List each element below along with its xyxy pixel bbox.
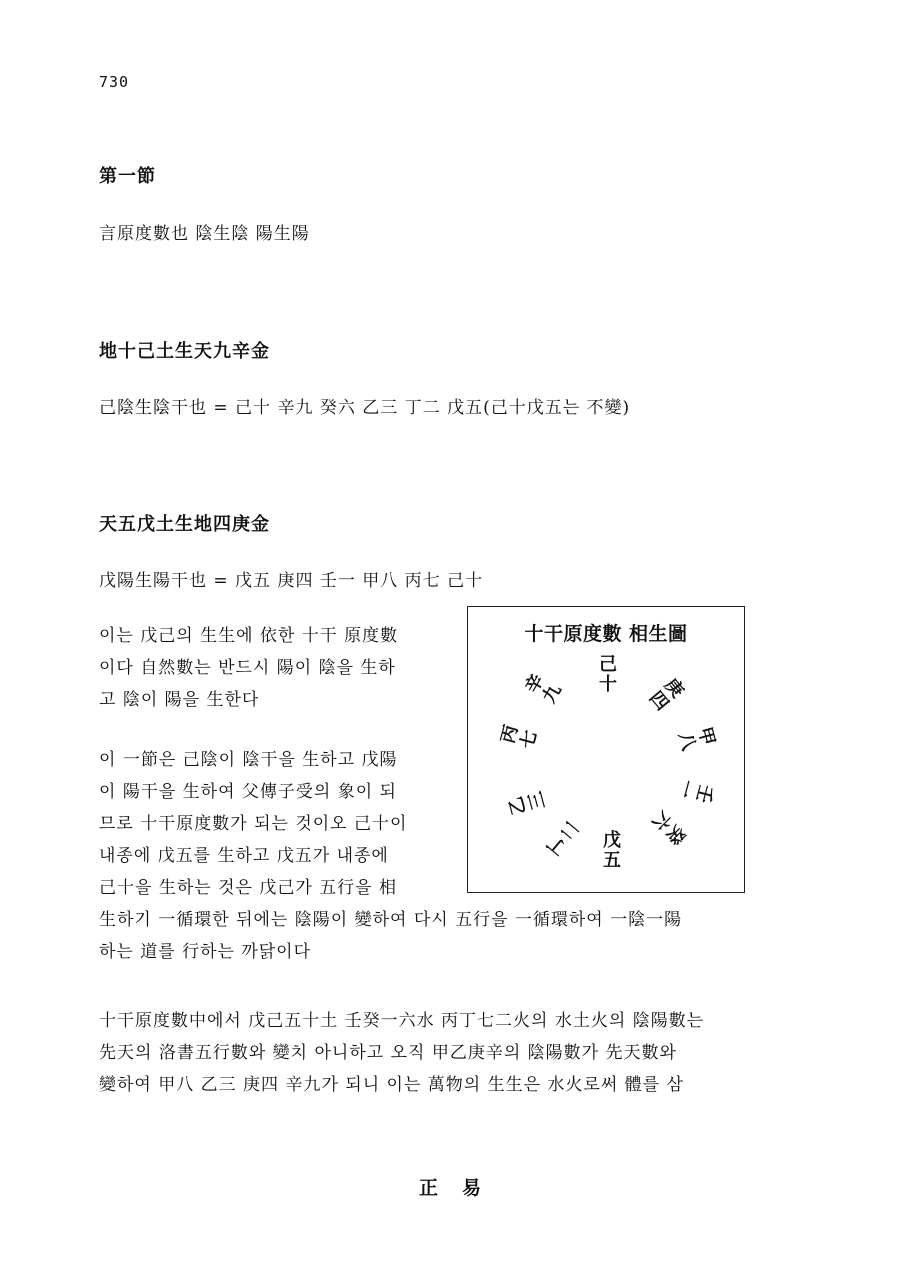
stem-number: 五 (603, 850, 621, 871)
stem-eul-three (503, 777, 553, 830)
page-number: 730 (99, 73, 130, 91)
stem-char: 己 (599, 654, 617, 675)
paragraph-line: 하는 道를 行하는 까닭이다 (99, 942, 312, 962)
formula-yin: 己陰生陰干也 = 己十 辛九 癸六 乙三 丁二 戊五(己十戊五는 不變) (99, 398, 631, 418)
paragraph-one (99, 620, 398, 716)
section-subtitle: 言原度數也 陰生陰 陽生陽 (99, 224, 310, 244)
stem-number: 一 (672, 777, 698, 800)
paragraph-line: 고 陰이 陽을 生한다 (99, 690, 260, 710)
stem-number: 九 (538, 680, 566, 707)
stem-geng-four (637, 665, 696, 724)
stem-sin-nine (516, 660, 573, 718)
stem-number: 七 (516, 728, 542, 751)
formula-yang: 戊陽生陽干也 = 戊五 庚四 壬一 甲八 丙七 己十 (99, 571, 484, 591)
book-title-footer: 正易 (418, 1177, 505, 1199)
stem-number: 三 (524, 789, 550, 812)
stem-char: 庚 (660, 674, 688, 702)
ten-stems-diagram (467, 606, 745, 893)
stem-char: 戊 (603, 830, 621, 851)
stem-char: 丁 (543, 831, 571, 859)
stem-number: 四 (644, 687, 673, 715)
stem-char: 辛 (521, 670, 549, 697)
paragraph-line: 己十을 生하는 것은 戊己가 五行을 相 (99, 878, 397, 898)
stem-char: 癸 (661, 820, 690, 849)
paragraph-line: 이는 戊己의 生生에 依한 十干 原度數 (99, 626, 399, 646)
heading-earth-ten: 地十己土生天九辛金 (99, 341, 270, 362)
heading-heaven-five: 天五戊土生地四庚金 (99, 514, 270, 535)
paragraph-three (99, 1005, 704, 1101)
paragraph-line: 이 陽干을 生하여 父傳子受의 象이 되 (99, 782, 397, 802)
stem-ji-ten (586, 655, 630, 695)
diagram-title: 十干原度數 相生圖 (524, 623, 688, 645)
stem-char: 乙 (505, 794, 531, 818)
stem-number: 二 (556, 815, 584, 844)
paragraph-line: 이 一節은 己陰이 陰干을 生하고 戊陽 (99, 750, 398, 770)
paragraph-line: 生하기 一循環한 뒤에는 陰陽이 變하여 다시 五行을 一循環하여 一陰一陽 (99, 910, 683, 930)
stem-number: 六 (647, 806, 676, 835)
stem-number: 八 (674, 730, 700, 753)
stem-char: 壬 (691, 782, 717, 806)
stem-mu-five (590, 831, 634, 871)
stem-number: 十 (599, 674, 617, 695)
stem-char: 甲 (693, 724, 719, 748)
paragraph-line: 先天의 洛書五行數와 變치 아니하고 오직 甲乙庚辛의 陰陽數가 先天數와 (99, 1043, 677, 1063)
stem-char: 丙 (497, 722, 523, 746)
paragraph-line: 變하여 甲八 乙三 庚四 辛九가 되니 이는 萬物의 生生은 水火로써 體를 삼 (99, 1075, 684, 1095)
paragraph-line: 十干原度數中에서 戊己五十土 壬癸一六水 丙丁七二火의 水土火의 陰陽數는 (99, 1011, 705, 1031)
paragraph-line: 이다 自然數는 반드시 陽이 陰을 生하 (99, 658, 396, 678)
stem-byeong-seven (495, 711, 545, 764)
paragraph-line: 내종에 戊五를 生하고 戊五가 내종에 (99, 846, 389, 866)
section-title: 第一節 (99, 166, 156, 187)
paragraph-line: 므로 十干原度數가 되는 것이오 己十이 (99, 814, 408, 834)
stem-gap-eight (671, 713, 721, 766)
